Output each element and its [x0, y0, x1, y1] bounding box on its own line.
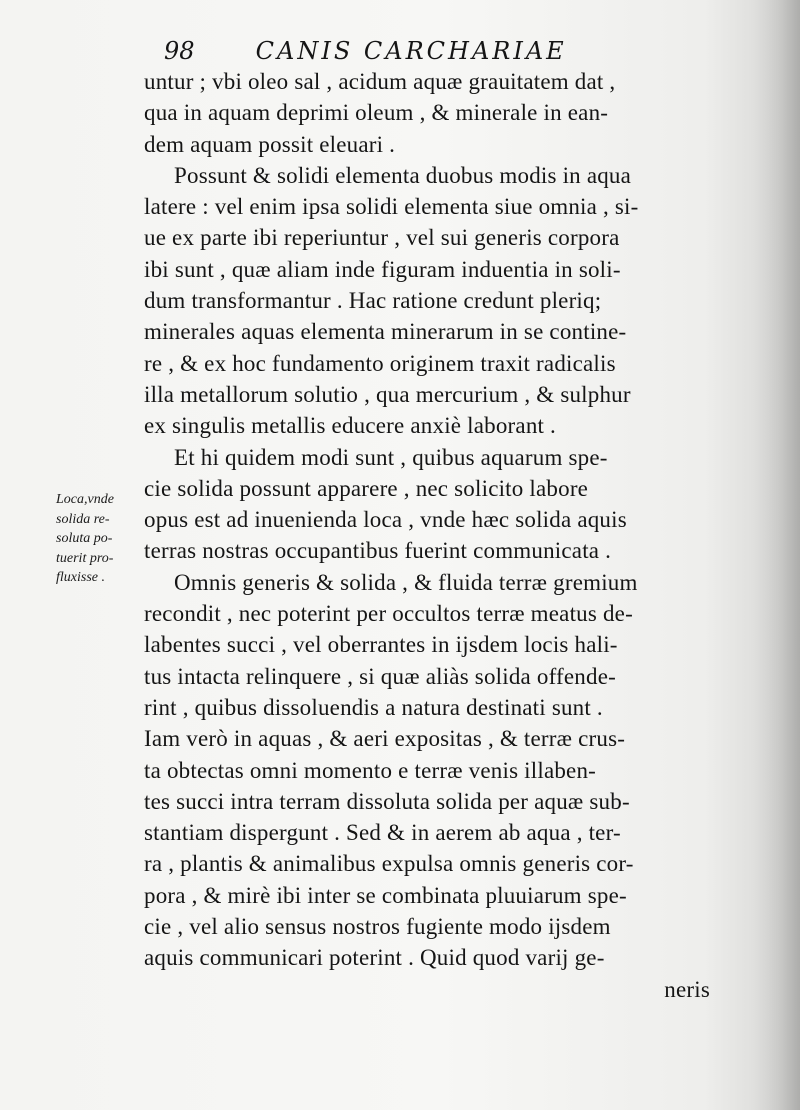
- text-line: qua in aquam deprimi oleum , & minerale in ean-: [144, 100, 609, 126]
- text-line: pora , & mirè ibi inter se combinata pluuiarum spe-: [144, 882, 627, 908]
- running-title: CANIS CARCHARIAE: [255, 37, 567, 65]
- text-line: re , & ex hoc fundamento originem traxit radicalis: [144, 350, 616, 376]
- text-line: ta obtectas omni momento e terræ venis illaben-: [144, 757, 597, 783]
- margin-note-line: tuerit pro-: [56, 550, 114, 566]
- margin-note: [56, 490, 142, 588]
- text-line: opus est ad inuenienda loca , vnde hæc solida aquis: [144, 507, 627, 533]
- margin-note-line: fluxisse .: [56, 570, 105, 585]
- text-line: dum transformantur . Hac ratione credunt pleriq;: [144, 288, 602, 314]
- text-line: Omnis generis & solida , & fluida terræ gremium: [174, 569, 638, 595]
- margin-note-line: solida re-: [56, 511, 110, 527]
- text-line: aquis communicari poterint . Quid quod varij ge-: [144, 945, 605, 971]
- margin-note-line: soluta po-: [56, 531, 113, 546]
- margin-note-line: Loca,vnde: [56, 492, 114, 507]
- text-line: rint , quibus dissoluendis a natura destinati sunt .: [144, 694, 603, 720]
- text-line: cie solida possunt apparere , nec solicito labore: [144, 475, 589, 501]
- page-edge-shadow: [752, 0, 800, 1110]
- page-number: 98: [164, 37, 195, 65]
- text-line: ue ex parte ibi reperiuntur , vel sui generis corpora: [144, 225, 620, 251]
- running-head: [164, 36, 624, 66]
- text-line: illa metallorum solutio , qua mercurium , & sulphur: [144, 381, 631, 407]
- text-line: terras nostras occupantibus fuerint communicata .: [144, 538, 612, 564]
- text-line: ibi sunt , quæ aliam inde figuram induentia in soli-: [144, 256, 621, 282]
- text-line: stantiam dispergunt . Sed & in aerem ab aqua , ter-: [144, 820, 621, 846]
- text-line: minerales aquas elementa minerarum in se contine-: [144, 319, 627, 345]
- text-line: cie , vel alio sensus nostros fugiente modo ijsdem: [144, 914, 611, 940]
- text-line: latere : vel enim ipsa solidi elementa siue omnia , si-: [144, 194, 639, 220]
- text-line: ex singulis metallis educere anxiè laborant .: [144, 413, 557, 439]
- text-line: dem aquam possit eleuari .: [144, 131, 396, 157]
- text-line: tes succi intra terram dissoluta solida per aquæ sub-: [144, 788, 630, 814]
- text-line: ra , plantis & animalibus expulsa omnis generis cor-: [144, 851, 634, 877]
- text-line: tus intacta relinquere , si quæ aliàs solida offende-: [144, 663, 616, 689]
- catchword: neris: [664, 976, 710, 1002]
- text-line: untur ; vbi oleo sal , acidum aquæ grauitatem dat ,: [144, 69, 616, 94]
- text-line: labentes succi , vel oberrantes in ijsdem locis hali-: [144, 632, 618, 658]
- text-line: Iam verò in aquas , & aeri expositas , & terræ crus-: [144, 726, 626, 752]
- body-text: [144, 66, 724, 1005]
- text-line: Et hi quidem modi sunt , quibus aquarum spe-: [174, 444, 608, 470]
- text-line: Possunt & solidi elementa duobus modis in aqua: [174, 162, 632, 188]
- text-line: recondit , nec poterint per occultos terræ meatus de-: [144, 601, 633, 627]
